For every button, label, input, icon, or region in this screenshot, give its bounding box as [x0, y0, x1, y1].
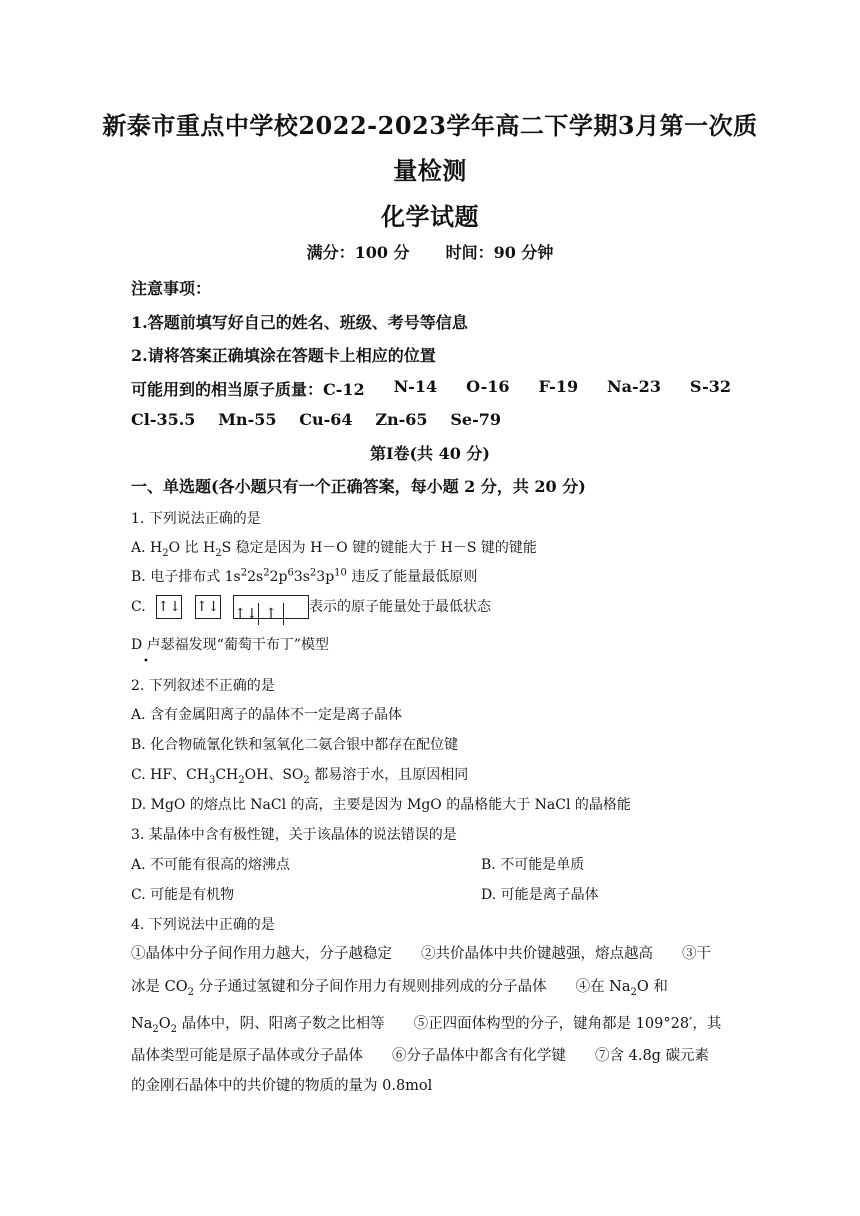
exam-meta — [0, 240, 860, 263]
orbital-box-1s: ↑↓ — [156, 595, 182, 619]
notes-item-1: 1.答题前填写好自己的姓名、班级、考号等信息 — [131, 313, 468, 332]
atomic-mass-item: Cl-35.5 — [131, 410, 196, 429]
q2-option-a: A. 含有金属阳离子的晶体不一定是离子晶体 — [131, 707, 403, 723]
q4-line-2: 冰是 $CO_2$ 分子通过氢键和分子间作用力有规则排列成的分子晶体 ④在 $Na_2O$ 和 — [131, 979, 668, 998]
atomic-mass-item: Na-23 — [607, 377, 661, 396]
notes-heading: 注意事项： — [131, 279, 212, 298]
q1-option-d: D 卢瑟福发现“葡萄干布丁”模型 — [131, 637, 329, 653]
atomic-mass-item: Cu-64 — [299, 410, 353, 429]
atomic-mass-item: Zn-65 — [375, 410, 428, 429]
exam-time: 时间：90 分钟 — [445, 243, 554, 262]
emphasis-dot: • — [143, 656, 149, 667]
atomic-mass-row-2 — [131, 410, 501, 429]
section-heading: 一、单选题(各小题只有一个正确答案，每小题 2 分，共 20 分) — [131, 477, 586, 496]
atomic-mass-item: S-32 — [689, 377, 731, 396]
q1-option-a: A. $H_2O$ 比 $H_2S$ 稳定是因为 H－O 键的键能大于 H－S 键的键能 — [131, 540, 537, 559]
q4-line-1: ①晶体中分子间作用力越大，分子越稳定 ②共价晶体中共价键越强，熔点越高 ③干 — [131, 946, 711, 962]
q3-option-c: C. 可能是有机物 — [131, 887, 235, 903]
subject-title: 化学试题 — [381, 202, 479, 231]
q1-stem: 1. 下列说法正确的是 — [131, 511, 261, 527]
orbital-box-2p: ↑↓ ↑ — [233, 595, 309, 619]
q3-option-a: A. 不可能有很高的熔沸点 — [131, 857, 291, 873]
q2-option-d: D. MgO 的熔点比 NaCl 的高，主要是因为 MgO 的晶格能大于 NaCl 的晶格能 — [131, 797, 631, 813]
q3-options-ab — [131, 854, 731, 874]
atomic-mass-item: N-14 — [393, 377, 438, 396]
q3-option-d: D. 可能是离子晶体 — [481, 887, 599, 903]
exam-title-line1: 新泰市重点中学校2022-2023学年高二下学期3月第一次质 — [102, 111, 758, 140]
exam-title-line2: 量检测 — [393, 156, 467, 185]
notes-item-2: 2.请将答案正确填涂在答题卡上相应的位置 — [131, 346, 436, 365]
atomic-mass-item: O-16 — [466, 377, 510, 396]
q1-option-c: C. ↑↓ ↑↓ ↑↓ ↑ 表示的原子能量处于最低状态 — [131, 595, 731, 619]
q4-line-5: 的金刚石晶体中的共价键的物质的量为 0.8mol — [131, 1078, 433, 1094]
atomic-mass-row-1 — [131, 377, 731, 400]
q2-option-b: B. 化合物硫氰化铁和氢氧化二氨合银中都存在配位键 — [131, 737, 459, 753]
q4-stem: 4. 下列说法中正确的是 — [131, 917, 275, 933]
q1-option-b: B. 电子排布式 $1s^22s^22p^63s^23p^{10}$ 违反了能量最低原则 — [131, 567, 478, 585]
q4-line-4: 晶体类型可能是原子晶体或分子晶体 ⑥分子晶体中都含有化学键 ⑦含 4.8g 碳元素 — [131, 1048, 710, 1064]
q4-line-3: $Na_2O_2$ 晶体中，阴、阳离子数之比相等 ⑤正四面体构型的分子，键角都是 109°28′，其 — [131, 1016, 722, 1035]
orbital-box-2s: ↑↓ — [195, 595, 221, 619]
q2-option-c: C. HF、$CH_3CH_2OH$、$SO_2$ 都易溶于水，且原因相同 — [131, 767, 469, 786]
q3-stem: 3. 某晶体中含有极性键，关于该晶体的说法错误的是 — [131, 827, 457, 843]
q3-options-cd — [131, 884, 731, 904]
full-marks: 满分：100 分 — [306, 243, 410, 262]
atomic-mass-item: Mn-55 — [218, 410, 277, 429]
q3-option-b: B. 不可能是单质 — [481, 857, 585, 873]
q2-stem: 2. 下列叙述不正确的是 — [131, 678, 275, 694]
atomic-mass-label: 可能用到的相当原子质量：C-12 — [131, 380, 365, 399]
atomic-mass-item: Se-79 — [450, 410, 501, 429]
volume-heading: 第I卷(共 40 分) — [369, 444, 491, 463]
atomic-mass-item: F-19 — [538, 377, 579, 396]
